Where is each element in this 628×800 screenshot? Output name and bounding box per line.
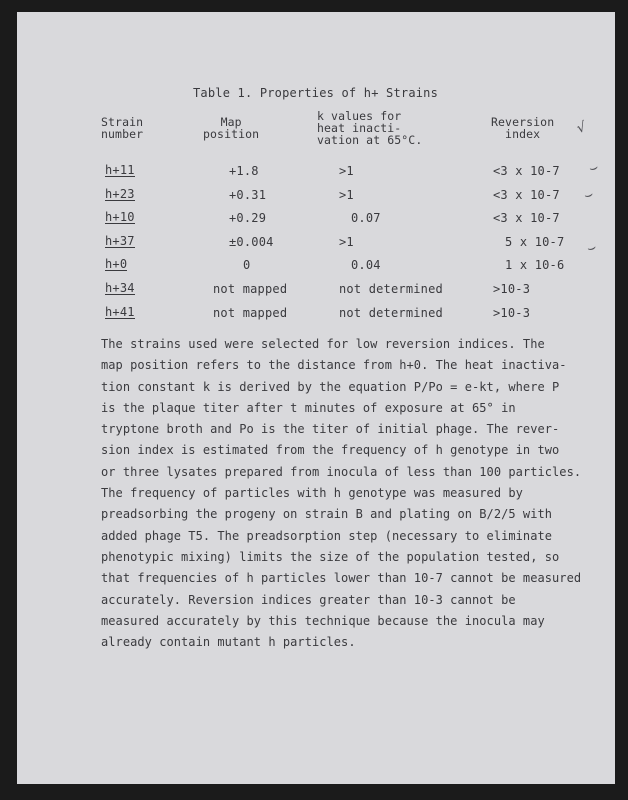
header-k-values: k values for heat inacti- vation at 65°C.	[317, 109, 423, 147]
paragraph-line: The frequency of particles with h genotype was measured by	[101, 486, 523, 501]
reversion-index-cell: >10-3	[493, 305, 531, 320]
map-position-cell: +1.8	[229, 164, 259, 178]
reversion-index-cell: 1 x 10-6	[505, 258, 565, 273]
strain-cell: h+0	[105, 257, 128, 272]
paragraph-line: that frequencies of h particles lower than 10-7 cannot be measured	[101, 571, 582, 586]
paragraph-line: already contain mutant h particles.	[101, 635, 356, 650]
k-value-cell: >1	[339, 187, 354, 202]
handwritten-tick-mark: ⌣	[587, 159, 601, 177]
paragraph-line: tryptone broth and Po is the titer of initial phage. The rever-	[101, 422, 560, 437]
paragraph-line: map position refers to the distance from h+0. The heat inactiva-	[101, 358, 567, 373]
map-position-cell: +0.31	[229, 187, 267, 202]
map-position-cell: not mapped	[213, 305, 288, 320]
strain-cell: h+34	[105, 281, 135, 295]
strain-cell: h+11	[105, 163, 135, 177]
strain-cell: h+37	[105, 233, 135, 248]
strain-cell: h+10	[105, 210, 135, 225]
paragraph-line: The strains used were selected for low reversion indices. The	[101, 337, 545, 351]
paragraph-line: sion index is estimated from the frequency of h genotype in two	[101, 443, 560, 458]
reversion-index-cell: <3 x 10-7	[493, 211, 560, 226]
k-value-cell: not determined	[339, 305, 443, 320]
header-reversion-index: Reversion index	[491, 115, 555, 141]
k-value-cell: >1	[339, 164, 354, 178]
map-position-cell: 0	[243, 258, 251, 273]
strain-cell: h+23	[105, 186, 135, 201]
map-position-cell: +0.29	[229, 211, 267, 226]
reversion-index-cell: 5 x 10-7	[505, 234, 565, 249]
paragraph-line: accurately. Reversion indices greater than 10-3 cannot be	[101, 592, 516, 607]
paragraph-line: phenotypic mixing) limits the size of the population tested, so	[101, 549, 560, 564]
reversion-index-cell: >10-3	[493, 282, 531, 296]
handwritten-tick-mark: ⌣	[582, 186, 596, 204]
handwritten-check-mark: √	[575, 119, 588, 137]
map-position-cell: ±0.004	[229, 234, 274, 249]
paragraph-line: or three lysates prepared from inocula of less than 100 particles.	[101, 464, 582, 479]
handwritten-tick-mark: ⌣	[585, 239, 599, 257]
paragraph-line: measured accurately by this technique because the inocula may	[101, 613, 545, 628]
paragraph-line: added phage T5. The preadsorption step (necessary to eliminate	[101, 528, 553, 543]
k-value-cell: 0.04	[351, 258, 381, 273]
k-value-cell: 0.07	[351, 211, 381, 226]
map-position-cell: not mapped	[213, 282, 288, 296]
header-map-position: Map position	[203, 115, 260, 141]
reversion-index-cell: <3 x 10-7	[493, 164, 560, 178]
paragraph-line: tion constant k is derived by the equation P/Po = e-kt, where P	[101, 379, 560, 394]
header-strain-number: Strain number	[101, 115, 144, 141]
table-title: Table 1. Properties of h+ Strains	[193, 86, 439, 100]
reversion-index-cell: <3 x 10-7	[493, 187, 560, 202]
document-page	[17, 12, 615, 784]
paragraph-line: is the plaque titer after t minutes of exposure at 65° in	[101, 400, 516, 415]
strain-cell: h+41	[105, 304, 135, 319]
paragraph-line: preadsorbing the progeny on strain B and plating on B/2/5 with	[101, 507, 553, 522]
body-paragraph	[101, 334, 581, 653]
k-value-cell: not determined	[339, 282, 443, 296]
k-value-cell: >1	[339, 234, 354, 249]
